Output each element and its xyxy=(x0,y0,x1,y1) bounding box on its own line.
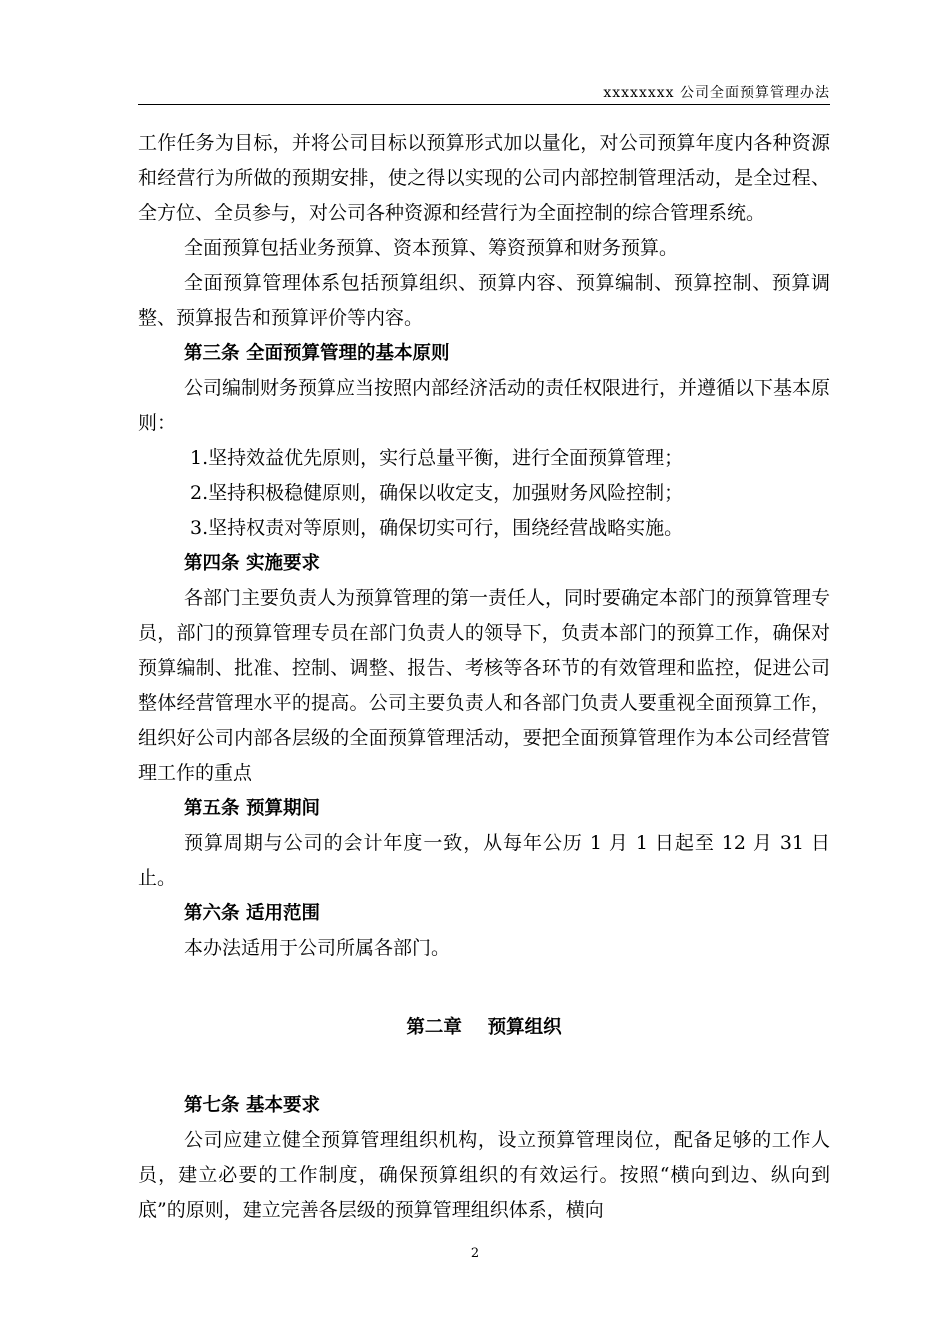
page-number: 2 xyxy=(470,1246,480,1261)
article-6-text: 本办法适用于公司所属各部门。 xyxy=(184,937,451,959)
article-7-title: 第七条 基本要求 xyxy=(184,1095,320,1116)
paragraph-budget-types: 全面预算包括业务预算、资本预算、筹资预算和财务预算。 xyxy=(184,237,679,259)
article-7-text: 公司应建立健全预算管理组织机构，设立预算管理岗位，配备足够的工作人员，建立必要的工作制度，确保预算组织的有效运行。按照“横向到边、纵向到底”的原则，建立完善各层级的预算管理组织体系，横向 xyxy=(138,1129,830,1221)
document-body xyxy=(138,126,830,1228)
principle-item-3: 3.坚持权责对等原则，确保切实可行，围绕经营战略实施。 xyxy=(190,517,684,539)
running-header: xxxxxxxx 公司全面预算管理办法 xyxy=(603,85,830,101)
article-5-text: 预算周期与公司的会计年度一致，从每年公历 1 月 1 日起至 12 月 31 日止。 xyxy=(138,832,830,889)
article-4-title: 第四条 实施要求 xyxy=(184,553,320,574)
principle-item-1: 1.坚持效益优先原则，实行总量平衡，进行全面预算管理； xyxy=(190,447,684,469)
article-3-intro: 公司编制财务预算应当按照内部经济活动的责任权限进行，并遵循以下基本原则： xyxy=(138,377,831,434)
paragraph-budget-system: 全面预算管理体系包括预算组织、预算内容、预算编制、预算控制、预算调整、预算报告和预算评价等内容。 xyxy=(138,272,830,329)
chapter-heading-block xyxy=(138,966,830,1088)
paragraph-continuation: 工作任务为目标，并将公司目标以预算形式加以量化，对公司预算年度内各种资源和经营行为所做的预期安排，使之得以实现的公司内部控制管理活动，是全过程、全方位、全员参与，对公司各种资源和经营行为全面控制的综合管理系统。 xyxy=(138,132,830,224)
article-3-title: 第三条 全面预算管理的基本原则 xyxy=(184,343,450,364)
article-6-title: 第六条 适用范围 xyxy=(184,903,320,924)
article-5-title: 第五条 预算期间 xyxy=(184,798,320,819)
header-rule xyxy=(138,104,830,105)
principle-item-2: 2.坚持积极稳健原则，确保以收定支，加强财务风险控制； xyxy=(190,482,684,504)
article-4-text: 各部门主要负责人为预算管理的第一责任人，同时要确定本部门的预算管理专员，部门的预算管理专员在部门负责人的领导下，负责本部门的预算工作，确保对预算编制、批准、控制、调整、报告、考核等各环节的有效管理和监控，促进公司整体经营管理水平的提高。公司主要负责人和各部门负责人要重视全面预算工作，组织好公司内部各层级的全面预算管理活动，要把全面预算管理作为本公司经营管理工作的重点 xyxy=(138,587,831,784)
chapter-2-title: 第二章 预算组织 xyxy=(406,1016,562,1038)
